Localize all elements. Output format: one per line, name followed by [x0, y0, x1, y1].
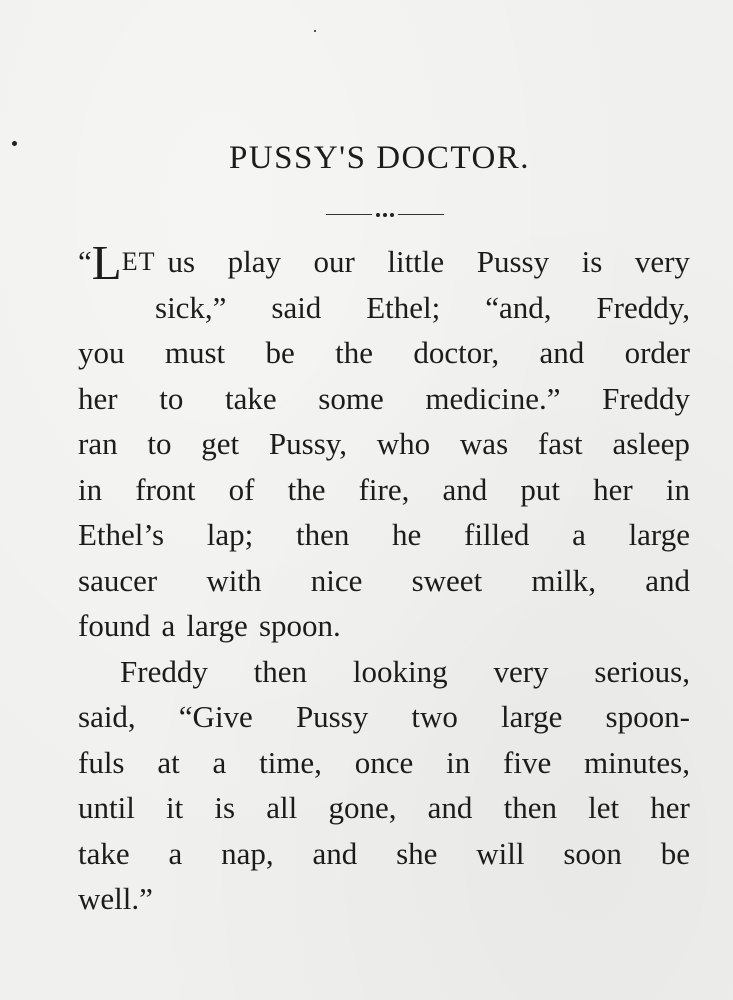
word: minutes,: [584, 744, 690, 780]
word: nap,: [221, 835, 274, 871]
text-line: [78, 330, 690, 376]
text-line: [78, 285, 690, 331]
word: then: [295, 517, 350, 552]
word: asleep: [612, 426, 690, 461]
word: Freddy: [120, 653, 208, 689]
word: Pussy: [295, 699, 369, 734]
word: in: [665, 471, 690, 507]
word: her: [650, 790, 690, 825]
word: well.”: [78, 881, 153, 916]
text-line: [78, 603, 690, 649]
word: “and,: [485, 289, 552, 325]
word: two: [411, 699, 458, 734]
ornament-rule-right: [398, 214, 444, 215]
drop-cap: L: [91, 235, 122, 290]
word: sick,”: [155, 289, 227, 325]
word: in: [446, 744, 471, 780]
text-line: [78, 694, 690, 740]
word: said: [271, 289, 322, 325]
word: was: [459, 426, 509, 461]
word: Pussy: [476, 244, 550, 279]
word: fuls: [78, 744, 125, 780]
word: ran: [78, 426, 118, 461]
opening-quote: “: [78, 244, 92, 279]
text-line: [78, 421, 690, 467]
word: lap;: [206, 517, 254, 552]
word: us: [167, 244, 196, 279]
text-line: [78, 740, 690, 786]
title-ornament-divider: [326, 212, 444, 218]
word: then: [503, 790, 557, 825]
word: spoon.: [258, 608, 341, 643]
word: said,: [78, 699, 136, 734]
word: Freddy,: [596, 289, 690, 325]
word: Freddy: [602, 380, 690, 416]
word: “Give: [178, 699, 253, 734]
text-line: [78, 467, 690, 513]
word: once: [354, 744, 414, 780]
word: play: [227, 244, 281, 279]
word: let: [588, 790, 620, 825]
ornament-dot: [376, 213, 380, 217]
word: is: [581, 244, 603, 279]
word: doctor,: [413, 335, 500, 370]
word: some: [318, 380, 384, 416]
ornament-rule-left: [326, 214, 372, 215]
word: very: [493, 653, 549, 689]
word: the: [335, 335, 374, 370]
word: at: [157, 744, 180, 780]
word: five: [503, 744, 552, 780]
word: get: [201, 426, 240, 461]
word: large: [501, 699, 563, 734]
word: the: [287, 471, 326, 507]
word: sweet: [411, 562, 483, 598]
word: take: [225, 380, 277, 416]
word: and: [312, 835, 358, 871]
word: be: [265, 335, 295, 370]
word: little: [387, 244, 445, 279]
text-line: [78, 558, 690, 604]
word: time,: [259, 744, 322, 780]
word: Ethel;: [366, 289, 441, 325]
word: front: [135, 471, 196, 507]
text-line: [78, 876, 690, 922]
word: fast: [537, 426, 583, 461]
ink-speck: [314, 30, 316, 32]
word: serious,: [594, 653, 690, 689]
word: she: [396, 835, 438, 871]
word: to: [147, 426, 172, 461]
word: it: [166, 790, 184, 825]
word: her: [593, 471, 633, 507]
drop-cap-continuation: ET: [121, 247, 156, 276]
word: her: [78, 380, 118, 416]
word: is: [214, 790, 236, 825]
word: nice: [310, 562, 363, 598]
word: looking: [352, 653, 448, 689]
word: Pussy,: [268, 426, 347, 461]
word: until: [78, 790, 135, 825]
ornament-dot: [390, 213, 394, 217]
word: and: [442, 471, 488, 507]
ornament-dot: [383, 213, 387, 217]
text-line: [78, 649, 690, 695]
page-title: PUSSY'S DOCTOR.: [228, 140, 531, 176]
word: our: [313, 244, 355, 279]
word: a: [572, 517, 586, 552]
word: he: [392, 517, 422, 552]
text-line: [78, 785, 690, 831]
text-line: [78, 235, 690, 290]
word: a: [161, 608, 176, 643]
word: milk,: [531, 562, 596, 598]
text-line: [78, 376, 690, 422]
word: be: [660, 835, 690, 871]
word: order: [624, 335, 690, 370]
word: soon: [563, 835, 622, 871]
word: large: [186, 608, 248, 643]
word: you: [78, 335, 125, 370]
word: medicine.”: [425, 380, 561, 416]
word: in: [78, 471, 103, 507]
word: with: [206, 562, 262, 598]
word: all: [266, 790, 298, 825]
word: very: [634, 244, 690, 279]
text-line-content: [167, 239, 690, 285]
word: who: [376, 426, 431, 461]
word: then: [253, 653, 308, 689]
word: a: [212, 744, 227, 780]
word: to: [159, 380, 184, 416]
word: large: [628, 517, 690, 552]
word: a: [168, 835, 183, 871]
word: gone,: [328, 790, 397, 825]
word: filled: [464, 517, 530, 552]
word: spoon-: [605, 699, 690, 734]
word: of: [228, 471, 255, 507]
word: saucer: [78, 562, 158, 598]
word: and: [427, 790, 473, 825]
word: put: [520, 471, 561, 507]
text-line: [78, 512, 690, 558]
word: Ethel’s: [78, 517, 165, 552]
word: fire,: [358, 471, 410, 507]
word: will: [476, 835, 525, 871]
text-line: [78, 831, 690, 877]
word: must: [164, 335, 226, 370]
word: and: [539, 335, 585, 370]
word: take: [78, 835, 130, 871]
story-text: [78, 235, 690, 922]
word: found: [78, 608, 151, 643]
word: and: [645, 562, 690, 598]
